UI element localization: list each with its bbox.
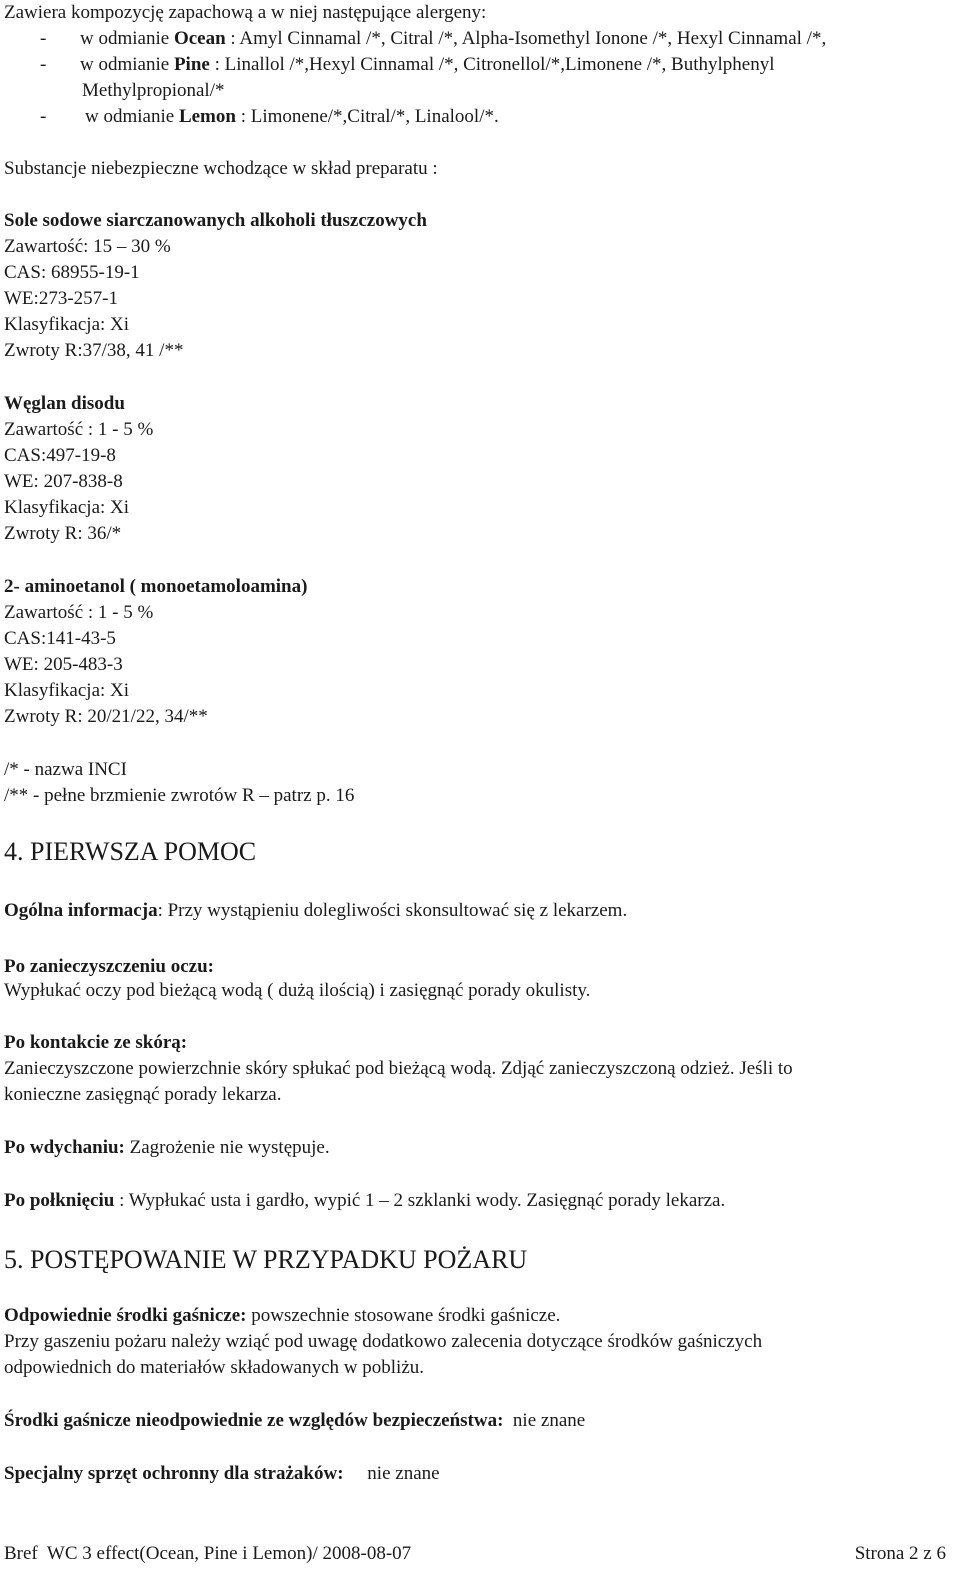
allergen-lemon	[4, 104, 499, 130]
ingestion-label: Po połknięciu	[4, 1190, 115, 1211]
allergen-pine	[4, 52, 774, 78]
inhalation-label: Po wdychaniu:	[4, 1137, 125, 1158]
firefighter-equipment	[4, 1461, 440, 1487]
list-dash: -	[40, 54, 47, 75]
note-inci: /* - nazwa INCI	[4, 759, 127, 780]
variant-name: Pine	[173, 54, 210, 75]
substance-content: Zawartość : 1 - 5 %	[4, 419, 154, 440]
firefighting-advice: Przy gaszeniu pożaru należy wziąć pod uwagę dodatkowo zalecenia dotyczące środków gaśniczych	[4, 1331, 763, 1352]
note-r-phrases: /** - pełne brzmienie zwrotów R – patrz p. 16	[4, 785, 355, 806]
general-info-label: Ogólna informacja	[4, 900, 158, 921]
section-5-heading: 5. POSTĘPOWANIE W PRZYPADKU POŻARU	[4, 1245, 528, 1274]
allergen-list: : Amyl Cinnamal /*, Citral /*, Alpha-Isomethyl Ionone /*, Hexyl Cinnamal /*,	[225, 28, 827, 49]
suitable-extinguishers-text: powszechnie stosowane środki gaśnicze.	[246, 1305, 561, 1326]
firefighter-equipment-text: nie znane	[343, 1463, 440, 1484]
unsuitable-extinguishers-text: nie znane	[503, 1410, 586, 1431]
substance-we: WE:273-257-1	[4, 288, 118, 309]
substance-we: WE: 205-483-3	[4, 654, 123, 675]
substance-content: Zawartość: 15 – 30 %	[4, 236, 171, 257]
section-4-heading: 4. PIERWSZA POMOC	[4, 837, 257, 866]
allergen-list: : Linallol /*,Hexyl Cinnamal /*, Citronellol/*,Limonene /*, Buthylphenyl	[209, 54, 775, 75]
unsuitable-extinguishers-label: Środki gaśnicze nieodpowiednie ze względów bezpieczeństwa:	[4, 1410, 504, 1431]
variant-name: Ocean	[173, 28, 226, 49]
allergen-prefix: w odmianie	[85, 106, 179, 127]
general-info	[4, 898, 627, 924]
unsuitable-extinguishers	[4, 1408, 585, 1434]
substance-cas: CAS:141-43-5	[4, 628, 116, 649]
substance-name: Węglan disodu	[4, 393, 125, 414]
footer-document-ref: Bref WC 3 effect(Ocean, Pine i Lemon)/ 2008-08-07	[4, 1543, 412, 1564]
variant-name: Lemon	[178, 106, 236, 127]
suitable-extinguishers	[4, 1303, 560, 1329]
substance-cas: CAS: 68955-19-1	[4, 262, 140, 283]
substance-r-phrases: Zwroty R:37/38, 41 /**	[4, 340, 184, 361]
eyes-label: Po zanieczyszczeniu oczu:	[4, 956, 214, 977]
allergen-prefix: w odmianie	[80, 54, 174, 75]
substances-intro: Substancje niebezpieczne wchodzące w skład preparatu :	[4, 158, 438, 179]
substance-classification: Klasyfikacja: Xi	[4, 314, 130, 335]
eyes-text: Wypłukać oczy pod bieżącą wodą ( dużą ilością) i zasięgnąć porady okulisty.	[4, 980, 591, 1001]
firefighting-advice-continued: odpowiednich do materiałów składowanych w pobliżu.	[4, 1357, 425, 1378]
suitable-extinguishers-label: Odpowiednie środki gaśnicze:	[4, 1305, 247, 1326]
substance-content: Zawartość : 1 - 5 %	[4, 602, 154, 623]
substance-r-phrases: Zwroty R: 20/21/22, 34/**	[4, 706, 208, 727]
inhalation-text: Zagrożenie nie występuje.	[124, 1137, 330, 1158]
substance-classification: Klasyfikacja: Xi	[4, 680, 130, 701]
substance-we: WE: 207-838-8	[4, 471, 123, 492]
skin-label: Po kontakcie ze skórą:	[4, 1032, 188, 1053]
substance-r-phrases: Zwroty R: 36/*	[4, 523, 122, 544]
allergen-prefix: w odmianie	[80, 28, 174, 49]
skin-text: Zanieczyszczone powierzchnie skóry spłukać pod bieżącą wodą. Zdjąć zanieczyszczoną odzież. Jeśli to	[4, 1058, 793, 1079]
firefighter-equipment-label: Specjalny sprzęt ochronny dla strażaków:	[4, 1463, 344, 1484]
allergen-ocean	[4, 26, 826, 52]
substance-classification: Klasyfikacja: Xi	[4, 497, 130, 518]
substance-cas: CAS:497-19-8	[4, 445, 116, 466]
general-info-text: : Przy wystąpieniu dolegliwości skonsultować się z lekarzem.	[157, 900, 628, 921]
footer-page-number: Strona 2 z 6	[854, 1543, 946, 1564]
skin-text-continued: konieczne zasięgnąć porady lekarza.	[4, 1084, 282, 1105]
list-dash: -	[40, 106, 47, 127]
ingestion-text: : Wypłukać usta i gardło, wypić 1 – 2 szklanki wody. Zasięgnąć porady lekarza.	[114, 1190, 726, 1211]
substance-name: Sole sodowe siarczanowanych alkoholi tłuszczowych	[4, 210, 427, 231]
allergen-list: : Limonene/*,Citral/*, Linalool/*.	[235, 106, 499, 127]
allergen-pine-continued: Methylpropional/*	[82, 80, 225, 101]
page-footer	[4, 1541, 946, 1567]
allergens-intro: Zawiera kompozycję zapachową a w niej następujące alergeny:	[4, 2, 487, 23]
ingestion	[4, 1188, 725, 1214]
list-dash: -	[40, 28, 47, 49]
substance-name: 2- aminoetanol ( monoetamoloamina)	[4, 576, 308, 597]
inhalation	[4, 1135, 330, 1161]
